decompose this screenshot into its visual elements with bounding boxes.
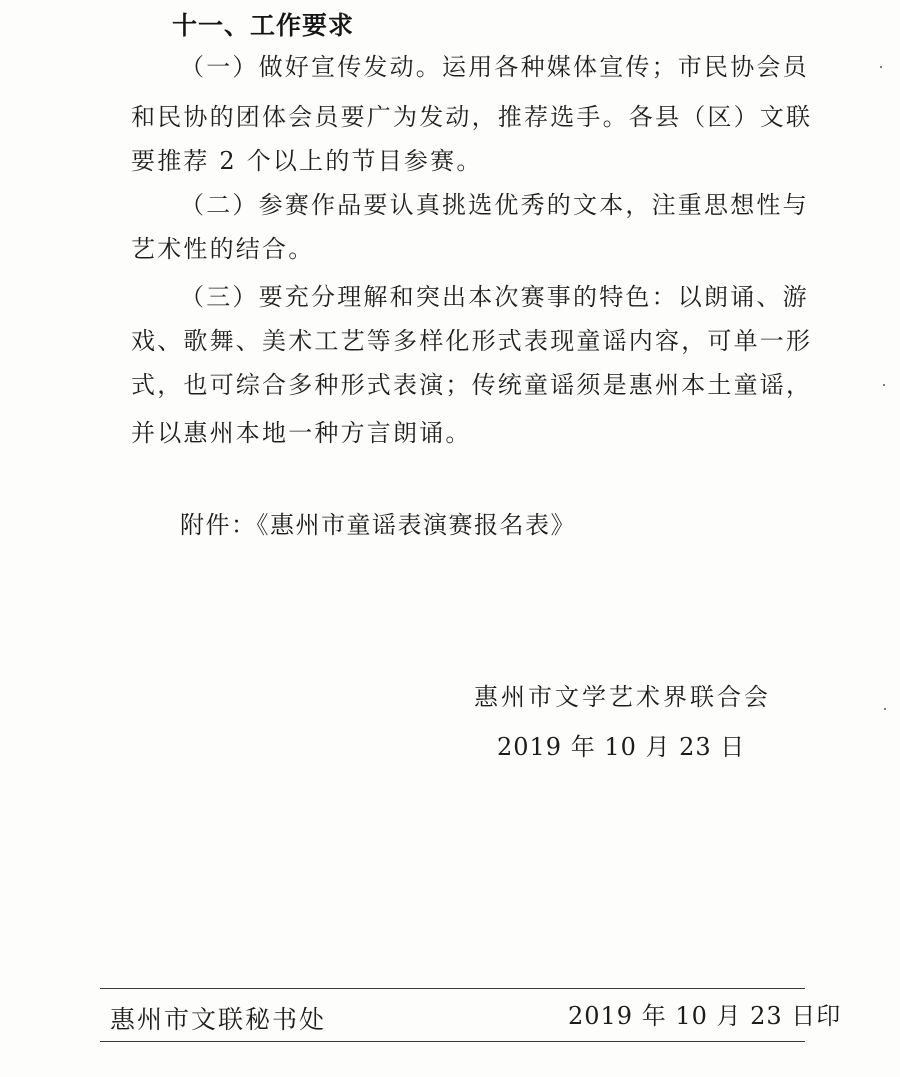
paragraph-1-line-3: 要推荐 2 个以上的节目参赛。 (131, 147, 483, 175)
paragraph-1-line-2: 和民协的团体会员要广为发动，推荐选手。各县（区）文联 (131, 103, 813, 131)
paragraph-3-line-1: （三）要充分理解和突出本次赛事的特色：以朗诵、游 (180, 283, 809, 311)
footer-bottom-rule (100, 1041, 805, 1042)
paragraph-1-line-1: （一）做好宣传发动。运用各种媒体宣传；市民协会员 (180, 53, 809, 81)
footer-top-rule (100, 988, 805, 989)
signature-date: 2019 年 10 月 23 日 (497, 733, 746, 761)
section-heading: 十一、工作要求 (172, 11, 355, 40)
footer-issuer: 惠州市文联秘书处 (110, 1005, 327, 1034)
scan-speck (880, 66, 882, 68)
footer-print-date: 2019 年 10 月 23 日印 (568, 1002, 842, 1030)
attachment-note: 附件：《惠州市童谣表演赛报名表》 (180, 511, 576, 539)
signature-organization: 惠州市文学艺术界联合会 (474, 683, 771, 711)
paragraph-2-line-2: 艺术性的结合。 (131, 235, 315, 263)
paragraph-3-line-2: 戏、歌舞、美术工艺等多样化形式表现童谣内容，可单一形 (131, 327, 813, 355)
scan-speck (883, 384, 885, 386)
paragraph-3-line-3: 式，也可综合多种形式表演；传统童谣须是惠州本土童谣， (131, 371, 813, 399)
paragraph-2-line-1: （二）参赛作品要认真挑选优秀的文本，注重思想性与 (180, 191, 809, 219)
paragraph-3-line-4: 并以惠州本地一种方言朗诵。 (131, 419, 472, 447)
scan-speck (884, 708, 886, 710)
